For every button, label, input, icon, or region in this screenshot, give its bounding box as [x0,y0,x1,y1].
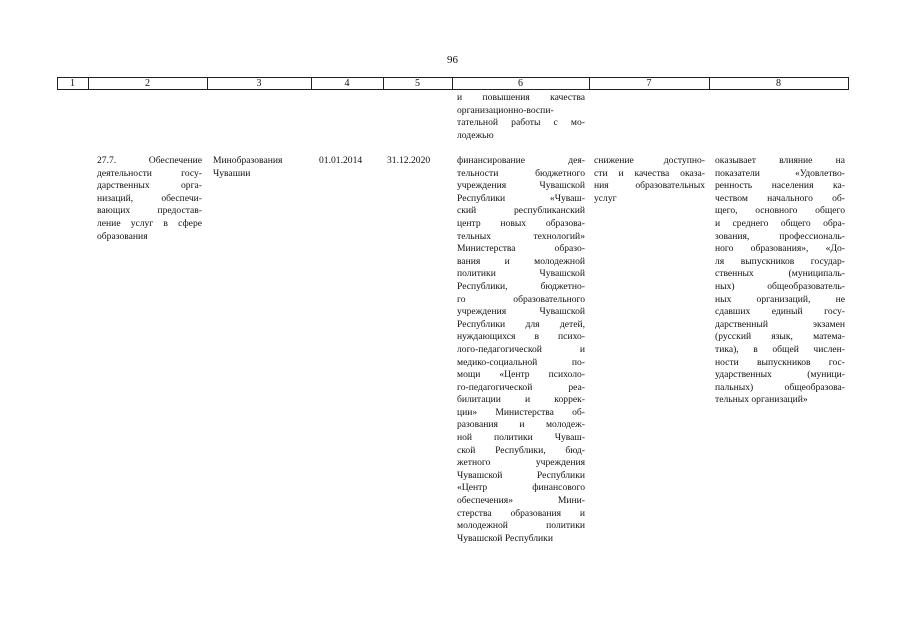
text-line: мощи «Центр психоло- [457,369,585,381]
text-line: показатели «Удовлетво- [715,167,845,179]
column-number-8: 8 [776,78,781,89]
text-line: ский республиканский [457,205,585,217]
text-line: ской Республики, бюд- [457,444,585,456]
text-line: и среднего общего обра- [715,217,845,229]
column-number-7: 7 [646,78,652,89]
text-line: центр новых образова- [457,217,585,229]
text-line: обеспечения» Мини- [457,495,585,507]
text-line: молодежной политики [457,520,585,532]
text-line: ударственных (муници- [715,369,845,381]
text-line: Республики «Чуваш- [457,192,585,204]
text-line: сти и качества оказа- [594,167,705,179]
text-line: тельных организаций» [715,394,808,406]
text-line: снижение доступно- [594,155,705,166]
text-line: (русский язык, матема- [715,331,845,343]
text-line: ренность населения ка- [715,180,845,192]
text-line: учреждения Чувашской [457,180,585,192]
column-number-2: 2 [145,78,150,89]
text-line: билитации и коррек- [457,394,585,406]
text-line: Министерства образо- [457,243,585,255]
text-line: щего, основного общего [715,205,845,217]
text-line: тельных технологий» [457,230,585,242]
text-line: ния образовательных [594,180,705,192]
text-line: тика), в общей числен- [715,343,845,355]
text-line: пальных) общеобразова- [715,381,845,393]
text-line: ля выпускников государ- [715,255,845,267]
text-line: низаций, обеспечи- [97,192,202,204]
text-line: услуг [594,192,617,204]
text-line: организационно-воспи- [457,104,554,116]
text-line: Республики для детей, [457,318,585,330]
text-line: образования [97,230,148,242]
text-line: лого-педагогической и [457,343,585,355]
text-line: дарственный экзамен [715,318,845,330]
text-line: деятельности госу- [97,167,202,179]
financing-description-cell [457,155,585,545]
text-line: финансирование дея- [457,155,585,166]
text-line: нуждающихся в психо- [457,331,585,343]
start-date-cell: 01.01.2014 [319,155,363,166]
consequences-cell [594,155,705,205]
text-line: ственных (муниципаль- [715,268,845,280]
text-line: Республики, бюджетно- [457,280,585,292]
text-line: вания и молодежной [457,255,585,267]
text-line: чеством начального об- [715,192,845,204]
text-line: ной политики Чуваш- [457,432,585,444]
column-divider [848,77,849,89]
header-bottom-rule [57,89,849,90]
data-table [57,77,849,567]
text-line: политики Чувашской [457,268,585,280]
text-line: Чувашии [213,167,251,179]
text-line: жетного учреждения [457,457,585,469]
text-line: разования и молодеж- [457,419,585,431]
text-line: вающих предостав- [97,205,202,217]
column-number-4: 4 [344,78,350,89]
text-line: зования, профессиональ- [715,230,845,242]
column-number-1: 1 [70,78,75,89]
text-line: ление услуг в сфере [97,217,202,229]
text-line: Минобразования [213,155,283,166]
text-line: ции» Министерства об- [457,406,585,418]
text-line: ности выпускников гос- [715,356,845,368]
column-number-3: 3 [256,78,262,89]
text-line: ных организаций, не [715,293,845,305]
text-line: оказывает влияние на [715,155,845,166]
text-line: го-педагогической реа- [457,381,585,393]
text-line: лодежью [457,129,494,141]
text-line: ного образования», «До- [715,243,845,255]
text-line: стерства образования и [457,507,585,519]
text-line: медико-социальной по- [457,356,585,368]
text-line: дарственных орга- [97,180,202,192]
text-line: «Центр финансового [457,482,585,494]
continuation-col6-text [457,92,585,142]
page-number: 96 [447,54,458,66]
column-number-5: 5 [415,78,420,89]
text-line: Чувашской Республики [457,469,585,481]
end-date-cell: 31.12.2020 [387,155,431,166]
text-line: тательной работы с мо- [457,117,585,129]
column-number-6: 6 [518,78,523,89]
text-line: ных) общеобразователь- [715,280,845,292]
indicators-influence-cell [715,155,845,407]
text-line: и повышения качества [457,92,585,103]
text-line: 27.7. Обеспечение [97,155,202,166]
row-title-cell [97,155,202,243]
text-line: учреждения Чувашской [457,306,585,318]
text-line: сдавших единый госу- [715,306,845,318]
text-line: тельности бюджетного [457,167,585,179]
responsible-executor-cell [213,155,309,180]
text-line: го образовательного [457,293,585,305]
text-line: Чувашской Республики [457,532,553,544]
